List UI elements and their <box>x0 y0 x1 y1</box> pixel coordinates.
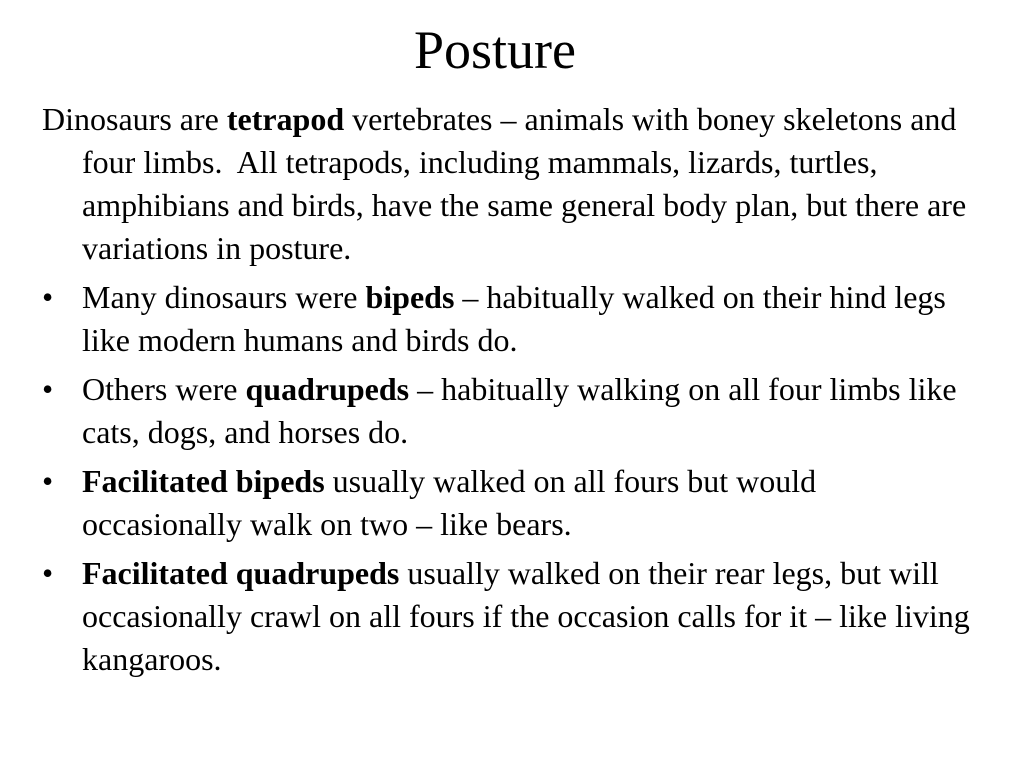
bullet-term: quadrupeds <box>245 371 410 407</box>
bullet-text-post: usually walked on all fours but would occasionally walk on two – like bears. <box>82 463 817 542</box>
bullet-item <box>42 276 972 362</box>
bullet-dot-icon: • <box>42 371 54 407</box>
intro-paragraph <box>42 98 972 270</box>
bullet-item <box>42 552 972 681</box>
bullet-term: Facilitated bipeds <box>82 463 325 499</box>
slide-title: Posture <box>414 20 576 80</box>
bullet-term: Facilitated quadrupeds <box>82 555 400 591</box>
bullet-dot-icon: • <box>42 279 54 315</box>
intro-term: tetrapod <box>226 101 345 137</box>
intro-text-pre: Dinosaurs are <box>42 101 227 137</box>
bullet-dot-icon: • <box>42 555 54 591</box>
bullet-text-post: – habitually walking on all four limbs like cats, dogs, and horses do. <box>82 371 957 450</box>
bullet-text-pre: Others were <box>82 371 246 407</box>
bullet-term: bipeds <box>365 279 455 315</box>
bullet-text-pre: Many dinosaurs were <box>82 279 366 315</box>
bullet-text-post: usually walked on their rear legs, but will occasionally crawl on all fours if the occasion calls for it – like living kangaroos. <box>82 555 970 677</box>
bullet-item <box>42 368 972 454</box>
bullet-dot-icon: • <box>42 463 54 499</box>
intro-text-post: vertebrates – animals with boney skeletons and four limbs. All tetrapods, including mammals, lizards, turtles, amphibians and birds, have the same general body plan, but there are variations in posture. <box>82 101 967 266</box>
bullet-text-post: – habitually walked on their hind legs like modern humans and birds do. <box>82 279 946 358</box>
bullet-item <box>42 460 972 546</box>
slide-body <box>42 98 972 687</box>
